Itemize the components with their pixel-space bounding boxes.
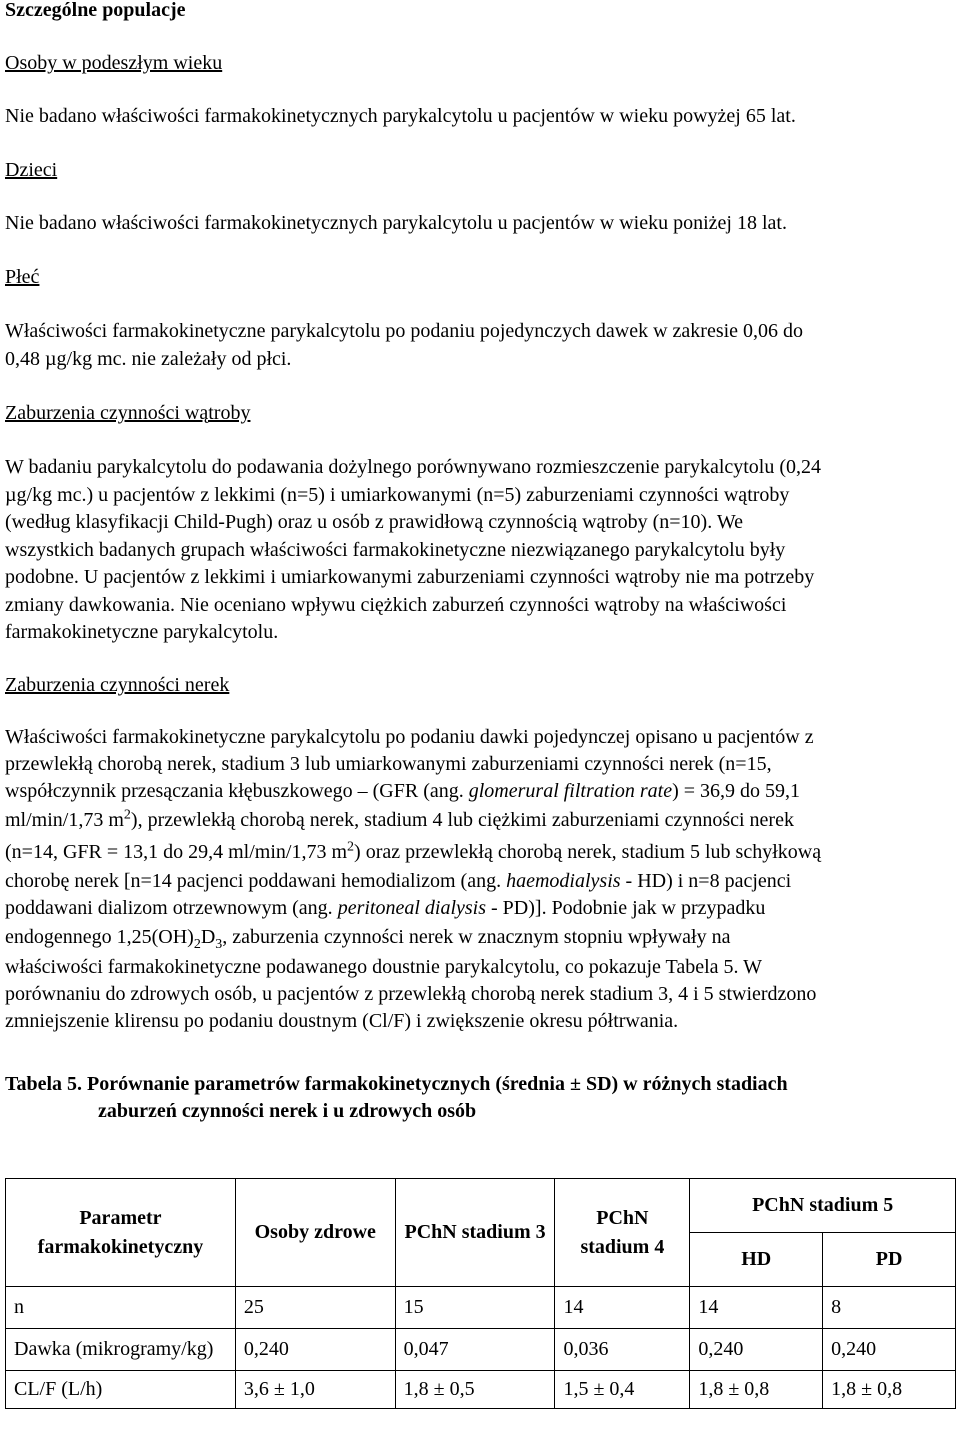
- text-fragment: haemodialysis: [506, 870, 621, 892]
- cell-stage3: 1,8 ± 0,5: [395, 1371, 555, 1409]
- section-heading-sex: Płeć: [5, 266, 40, 288]
- superscript: 2: [347, 838, 355, 854]
- text-line: [5, 922, 958, 954]
- cell-healthy: 0,240: [235, 1329, 395, 1371]
- text-line: wszystkich badanych grupach właściwości farmakokinetyczne niezwiązanego parykalcytolu były: [5, 538, 786, 561]
- cell-healthy: 3,6 ± 1,0: [235, 1371, 395, 1409]
- text-fragment: peritoneal dialysis: [337, 897, 487, 919]
- subscript: 3: [215, 937, 223, 952]
- cell-pd: 1,8 ± 0,8: [823, 1371, 956, 1409]
- text-line: właściwości farmakokinetyczne podawanego doustnie parykalcytolu, co pokazuje Tabela 5. W: [5, 955, 763, 978]
- cell-hd: 1,8 ± 0,8: [690, 1371, 823, 1409]
- table-caption-line: zaburzeń czynności nerek i u zdrowych osób: [98, 1100, 477, 1122]
- text-fragment: , zaburzenia czynności nerek w znacznym stopniu wpływały na: [222, 926, 731, 948]
- cell-stage4: 0,036: [555, 1329, 690, 1371]
- cell-stage4: 14: [555, 1287, 690, 1329]
- text-line: porównaniu do zdrowych osób, u pacjentów z przewlekłą chorobą nerek stadium 3, 4 i 5 stwierdzono: [5, 982, 817, 1005]
- text-line: 0,48 µg/kg mc. nie zależały od płci.: [5, 347, 292, 370]
- superscript: 2: [123, 807, 131, 823]
- header-stage4: PChN stadium 4: [555, 1179, 690, 1287]
- header-param: Parametr farmakokinetyczny: [6, 1179, 236, 1287]
- text-fragment: poddawani dializom otrzewnowym (ang.: [5, 897, 338, 919]
- text-fragment: endogennego 1,25(OH): [5, 926, 194, 948]
- text-fragment: ) = 36,9 do 59,1: [672, 780, 801, 802]
- section-heading-kidney: Zaburzenia czynności nerek: [5, 674, 230, 696]
- cell-healthy: 25: [235, 1287, 395, 1329]
- text-line: W badaniu parykalcytolu do podawania dożylnego porównywano rozmieszczenie parykalcytolu (0,24: [5, 456, 822, 478]
- cell-param: n: [6, 1287, 236, 1329]
- table-caption: [5, 1071, 958, 1125]
- text-fragment: współczynnik przesączania kłębuszkowego – (GFR (ang.: [5, 780, 469, 802]
- text-line: [5, 805, 958, 837]
- section-text-kidney: [5, 724, 958, 1035]
- text-fragment: ml/min/1,73 m: [5, 809, 124, 831]
- cell-stage4: 1,5 ± 0,4: [555, 1371, 690, 1409]
- pk-table: [5, 1178, 956, 1409]
- text-line: farmakokinetyczne parykalcytolu.: [5, 621, 279, 643]
- text-fragment: ) oraz przewlekłą chorobą nerek, stadium 5 lub schyłkową: [354, 840, 822, 863]
- text-fragment: - HD) i n=8 pacjenci: [620, 870, 792, 892]
- text-line: zmniejszenie klirensu po podaniu doustnym (Cl/F) i zwiększenie okresu półtrwania.: [5, 1009, 679, 1032]
- table-row: [6, 1371, 956, 1409]
- text-line: [5, 780, 800, 802]
- cell-stage3: 15: [395, 1287, 555, 1329]
- header-hd: HD: [690, 1233, 823, 1287]
- section-heading-children: Dzieci: [5, 159, 58, 181]
- cell-param: Dawka (mikrogramy/kg): [6, 1329, 236, 1371]
- text-fragment: chorobę nerek [n=14 pacjenci poddawani hemodializom (ang.: [5, 870, 507, 892]
- text-line: Właściwości farmakokinetyczne parykalcytolu po podaniu dawki pojedynczej opisano u pacjentów z: [5, 726, 814, 748]
- header-pd: PD: [823, 1233, 956, 1287]
- text-fragment: ), przewlekłą chorobą nerek, stadium 4 lub ciężkimi zaburzeniami czynności nerek: [130, 809, 794, 831]
- cell-pd: 8: [823, 1287, 956, 1329]
- text-fragment: glomerural filtration rate: [468, 780, 673, 802]
- text-fragment: D: [200, 926, 216, 948]
- text-line: µg/kg mc.) u pacjentów z lekkimi (n=5) i umiarkowanymi (n=5) zaburzeniami czynności wątroby: [5, 483, 790, 506]
- cell-pd: 0,240: [823, 1329, 956, 1371]
- cell-param: CL/F (L/h): [6, 1371, 236, 1409]
- text-line: [5, 837, 958, 869]
- cell-hd: 0,240: [690, 1329, 823, 1371]
- section-text-elderly: Nie badano właściwości farmakokinetycznych parykalcytolu u pacjentów w wieku powyżej 65 lat.: [5, 105, 796, 127]
- header-stage5: PChN stadium 5: [690, 1179, 956, 1233]
- section-text-liver: [5, 454, 958, 647]
- section-heading-elderly: Osoby w podeszłym wieku: [5, 52, 223, 74]
- section-text-sex: [5, 318, 958, 373]
- subscript: 2: [193, 937, 201, 952]
- cell-stage3: 0,047: [395, 1329, 555, 1371]
- text-line: zmiany dawkowania. Nie oceniano wpływu ciężkich zaburzeń czynności wątroby na właściwości: [5, 593, 787, 616]
- text-line: podobne. U pacjentów z lekkimi i umiarkowanymi zaburzeniami czynności wątroby nie ma potrzeby: [5, 566, 815, 588]
- text-line: [5, 897, 765, 919]
- header-stage3: PChN stadium 3: [395, 1179, 555, 1287]
- section-text-children: Nie badano właściwości farmakokinetycznych parykalcytolu u pacjentów w wieku poniżej 18 lat.: [5, 212, 787, 234]
- section-heading-liver: Zaburzenia czynności wątroby: [5, 402, 251, 424]
- text-line: przewlekłą chorobą nerek, stadium 3 lub umiarkowanymi zaburzeniami czynności nerek (n=15,: [5, 753, 772, 775]
- text-line: Właściwości farmakokinetyczne parykalcytolu po podaniu pojedynczych dawek w zakresie 0,06 do: [5, 320, 804, 342]
- table-row: [6, 1329, 956, 1371]
- table-caption-line: Tabela 5. Porównanie parametrów farmakokinetycznych (średnia ± SD) w różnych stadiach: [5, 1073, 788, 1095]
- text-line: (według klasyfikacji Child-Pugh) oraz u osób z prawidłową czynnością wątroby (n=10). We: [5, 511, 743, 533]
- table-row: [6, 1287, 956, 1329]
- text-line: [5, 870, 791, 892]
- cell-hd: 14: [690, 1287, 823, 1329]
- header-healthy: Osoby zdrowe: [235, 1179, 395, 1287]
- page-title: Szczególne populacje: [5, 0, 186, 21]
- text-fragment: - PD)]. Podobnie jak w przypadku: [486, 897, 766, 919]
- text-fragment: (n=14, GFR = 13,1 do 29,4 ml/min/1,73 m: [5, 840, 348, 863]
